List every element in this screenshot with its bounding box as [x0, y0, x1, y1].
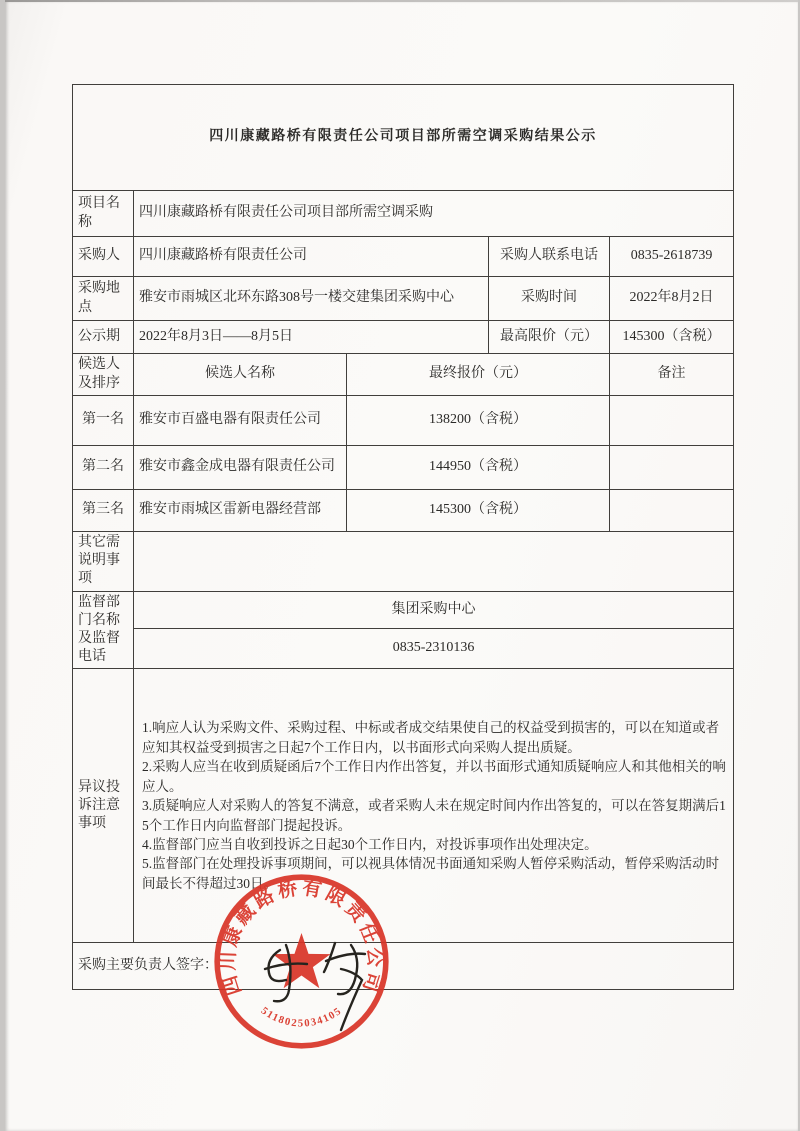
candidate-rank: 第二名 — [73, 446, 134, 490]
candidate-rank: 第一名 — [73, 396, 134, 446]
announcement-table — [72, 84, 734, 990]
candidate-remark-header: 备注 — [610, 354, 734, 396]
candidates-section-label: 候选人及排序 — [73, 354, 134, 396]
purchaser-phone-label: 采购人联系电话 — [489, 237, 610, 277]
candidate-name: 雅安市鑫金成电器有限责任公司 — [134, 446, 347, 490]
candidate-price: 145300（含税） — [347, 490, 610, 532]
other-notes-label: 其它需说明事项 — [73, 532, 134, 592]
objection-item: 5.监督部门在处理投诉事项期间，可以视具体情况书面通知采购人暂停采购活动，暂停采购活动时间最长不得超过30日。 — [142, 856, 720, 891]
table-row — [73, 396, 734, 446]
page-scan-edge — [5, 0, 798, 2]
candidate-rank: 第三名 — [73, 490, 134, 532]
seal-number-text: 5118025034105 — [258, 1004, 345, 1030]
candidate-remark — [610, 446, 734, 490]
objection-item: 2.采购人应当在收到质疑函后7个工作日内作出答复，并以书面形式通知质疑响应人和其他相关的响应人。 — [142, 759, 726, 794]
candidate-name: 雅安市百盛电器有限责任公司 — [134, 396, 347, 446]
purchaser-value: 四川康藏路桥有限责任公司 — [134, 237, 489, 277]
publicity-period-value: 2022年8月3日——8月5日 — [134, 321, 489, 354]
purchase-time-value: 2022年8月2日 — [610, 277, 734, 321]
supervision-department: 集团采购中心 — [134, 591, 734, 628]
project-name-label: 项目名称 — [73, 191, 134, 237]
table-row — [73, 490, 734, 532]
location-value: 雅安市雨城区北环东路308号一楼交建集团采购中心 — [134, 277, 489, 321]
candidate-name-header: 候选人名称 — [134, 354, 347, 396]
objection-item: 4.监督部门应当自收到投诉之日起30个工作日内，对投诉事项作出处理决定。 — [142, 836, 598, 852]
max-price-label: 最高限价（元） — [489, 321, 610, 354]
supervision-label: 监督部门名称及监督电话 — [73, 591, 134, 669]
publicity-period-label: 公示期 — [73, 321, 134, 354]
purchase-time-label: 采购时间 — [489, 277, 610, 321]
document-title: 四川康藏路桥有限责任公司项目部所需空调采购结果公示 — [73, 85, 734, 191]
project-name-value: 四川康藏路桥有限责任公司项目部所需空调采购 — [134, 191, 734, 237]
objection-label: 异议投诉注意事项 — [73, 669, 134, 943]
candidate-name: 雅安市雨城区雷新电器经营部 — [134, 490, 347, 532]
candidate-price-header: 最终报价（元） — [347, 354, 610, 396]
objection-item: 1.响应人认为采购文件、采购过程、中标或者成交结果使自己的权益受到损害的，可以在知道或者应知其权益受到损害之日起7个工作日内，以书面形式向采购人提出质疑。 — [142, 720, 720, 755]
purchaser-label: 采购人 — [73, 237, 134, 277]
location-label: 采购地点 — [73, 277, 134, 321]
objection-item: 3.质疑响应人对采购人的答复不满意，或者采购人未在规定时间内作出答复的，可以在答复期满后15个工作日内向监督部门提起投诉。 — [142, 798, 726, 833]
candidate-price: 144950（含税） — [347, 446, 610, 490]
objection-items — [138, 716, 729, 895]
max-price-value: 145300（含税） — [610, 321, 734, 354]
other-notes-value — [134, 532, 734, 592]
seal-company-text: 四川康藏路桥有限责任公司 — [218, 877, 385, 998]
candidate-remark — [610, 490, 734, 532]
candidate-price: 138200（含税） — [347, 396, 610, 446]
signature-label: 采购主要负责人签字： — [73, 943, 734, 990]
purchaser-phone-value: 0835-2618739 — [610, 237, 734, 277]
table-row — [73, 446, 734, 490]
candidate-remark — [610, 396, 734, 446]
supervision-phone: 0835-2310136 — [134, 628, 734, 668]
